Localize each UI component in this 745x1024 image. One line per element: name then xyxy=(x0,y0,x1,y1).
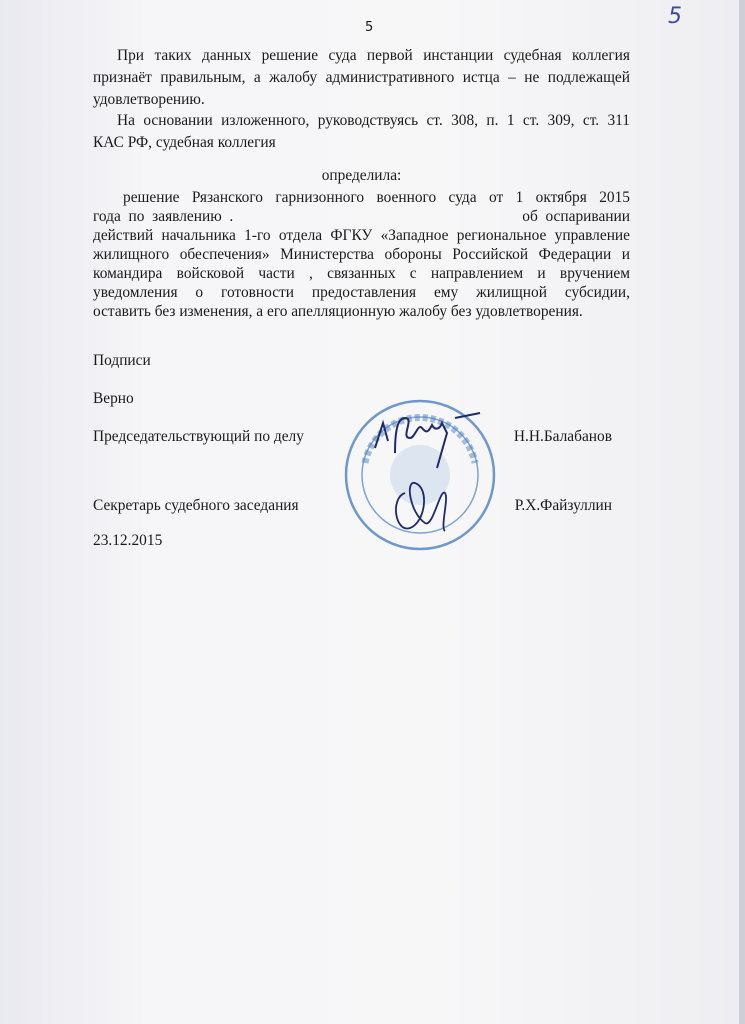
paragraph-line: удовлетворению. xyxy=(93,91,205,108)
ruling-line: действий начальника 1-го отдела ФГКУ «Западное региональное управление xyxy=(93,227,630,244)
secretary-name: Р.Х.Файзуллин xyxy=(514,497,612,514)
secretary-role: Секретарь судебного заседания xyxy=(93,497,299,514)
ruling-line: жилищного обеспечения» Министерства обороны Российской Федерации и xyxy=(93,246,630,263)
ruling-line: года по заявлению . xyxy=(93,208,234,225)
ruling-heading: определила: xyxy=(321,167,402,184)
secretary-signature-row xyxy=(93,496,630,515)
ruling-line: оставить без изменения, а его апелляционную жалобу без удовлетворения. xyxy=(93,303,583,320)
ruling-line: уведомления о готовности предоставления ему жилищной субсидии, xyxy=(93,284,630,301)
handwritten-page-number: 5 xyxy=(668,4,682,29)
signatures-label: Подписи xyxy=(93,352,151,369)
paper-edge xyxy=(739,0,745,1024)
ruling-line: об оспаривании xyxy=(522,208,630,225)
paragraph-line: КАС РФ, судебная коллегия xyxy=(93,134,276,151)
ruling-line: командира войсковой части , связанных с направлением и вручением xyxy=(93,265,630,282)
document-date: 23.12.2015 xyxy=(93,532,163,549)
certified-label: Верно xyxy=(93,390,134,407)
paragraph-line: На основании изложенного, руководствуясь ст. 308, п. 1 ст. 309, ст. 311 xyxy=(117,112,630,129)
paragraph-line: При таких данных решение суда первой инстанции судебная коллегия xyxy=(117,47,630,64)
page-number: 5 xyxy=(365,20,374,35)
presiding-name: Н.Н.Балабанов xyxy=(513,428,612,445)
ruling-line: решение Рязанского гарнизонного военного суда от 1 октября 2015 xyxy=(123,189,630,206)
presiding-signature-row xyxy=(93,427,630,446)
paragraph-line: признаёт правильным, а жалобу административного истца – не подлежащей xyxy=(93,69,630,86)
presiding-role: Председательствующий по делу xyxy=(93,428,304,445)
